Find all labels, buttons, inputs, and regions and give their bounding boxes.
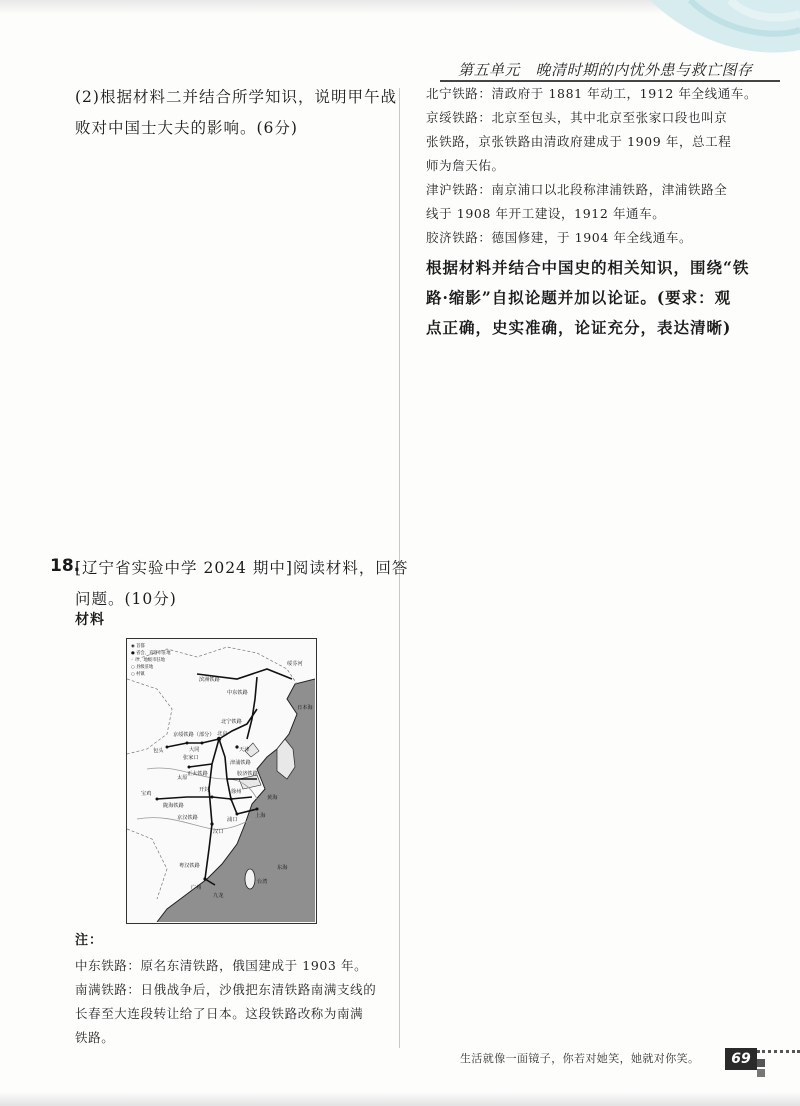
q17-part2-line: (2)根据材料二并结合所学知识，说明甲午战 — [75, 88, 397, 106]
map-label: 北宁铁路 — [221, 719, 242, 725]
note-text — [75, 954, 376, 1050]
railway-line: 师为詹天佑。 — [426, 158, 505, 173]
railway-jingsui — [167, 739, 219, 747]
footer-square — [757, 1059, 765, 1067]
q18-task — [426, 253, 749, 343]
map-label: 开封 — [199, 787, 210, 793]
map-label: 广州 — [191, 885, 202, 891]
material-label: 材料 — [75, 612, 105, 628]
map-label: 浦口 — [227, 817, 238, 823]
q17-part2-line: 败对中国士大夫的影响。(6分) — [75, 119, 298, 137]
map-label: 太原 — [177, 775, 188, 781]
legend-item: ○ 县级驻地 — [131, 665, 154, 670]
railway-descriptions — [426, 82, 757, 250]
railway-line: 京绥铁路：北京至包头，其中北京至张家口段也叫京 — [426, 110, 728, 125]
task-line: 点正确，史实准确，论证充分，表达清晰) — [426, 318, 732, 337]
page-bottom-edge — [0, 1092, 800, 1106]
legend-item: ◦ 市、地级市驻地 — [131, 658, 165, 663]
map-label: 北京 — [217, 731, 228, 737]
railway-line: 胶济铁路：德国修建，于 1904 年全线通车。 — [426, 230, 693, 245]
map-label: 正太铁路 — [187, 771, 208, 777]
q18-stem-line: [辽宁省实验中学 2024 期中]阅读材料，回答 — [75, 559, 409, 577]
map-label: 大同 — [189, 747, 200, 753]
note-label: 注： — [75, 933, 104, 948]
task-line: 路·缩影”自拟论题并加以论证。(要求：观 — [426, 288, 732, 307]
map-label: 徐州 — [231, 789, 242, 795]
map-label: 张家口 — [183, 755, 199, 761]
footer-square — [757, 1069, 765, 1077]
map-label: 滨洲铁路 — [199, 677, 220, 683]
map-label: 九龙 — [213, 893, 224, 899]
railway-line: 线于 1908 年开工建设，1912 年通车。 — [426, 206, 666, 221]
railway-longhai — [157, 797, 252, 799]
map-label: 宝鸡 — [141, 791, 152, 797]
legend-item: ◉ 首都 — [131, 644, 145, 649]
railway-zhengtai — [189, 764, 212, 767]
map-label: 京绥铁路（部分） — [173, 732, 215, 738]
map-label: 台湾 — [257, 879, 268, 885]
q18-stem — [75, 553, 408, 615]
sea-area — [157, 679, 315, 922]
legend-item: ● 省会、直辖市驻地 — [131, 651, 171, 656]
map-label: 京汉铁路 — [177, 815, 198, 821]
map-label: 陇海铁路 — [163, 803, 184, 809]
note-line: 长春至大连段转让给了日本。这段铁路改称为南满 — [75, 1006, 364, 1021]
map-label: 日本海 — [297, 705, 313, 711]
map-label: 粤汉铁路 — [179, 863, 200, 869]
railway-jinghan — [209, 739, 219, 824]
legend-item: ○ 村镇 — [131, 672, 145, 677]
unit-title: 第五单元 晚清时期的内忧外患与救亡图存 — [458, 61, 753, 79]
q18-stem-line: 问题。(10分) — [75, 590, 177, 608]
note-line: 中东铁路：原名东清铁路，俄国建成于 1903 年。 — [75, 958, 368, 973]
footer-dots — [757, 1050, 800, 1054]
q17-part2 — [75, 82, 397, 144]
page-header — [440, 58, 800, 82]
railway-map — [126, 638, 317, 924]
map-label: 黄海 — [267, 795, 278, 801]
map-label: 东海 — [277, 865, 288, 871]
map-label: 绥芬河 — [287, 661, 303, 667]
railway-yuehan — [205, 824, 212, 879]
page-number: 69 — [725, 1048, 757, 1070]
map-label: 津浦铁路 — [230, 760, 251, 766]
map-label: 胶济铁路 — [237, 771, 258, 777]
question-number: 18. — [50, 556, 81, 576]
railway-line: 津沪铁路：南京浦口以北段称津浦铁路，津浦铁路全 — [426, 182, 728, 197]
task-line: 根据材料并结合中国史的相关知识，围绕“铁 — [426, 258, 750, 277]
note-line: 铁路。 — [75, 1030, 115, 1045]
railway-line: 张铁路，京张铁路由清政府建成于 1909 年，总工程 — [426, 134, 732, 149]
map-label: 天津 — [239, 747, 250, 753]
footer-slogan: 生活就像一面镜子，你若对她笑，她就对你笑。 — [460, 1052, 700, 1065]
note-line: 南满铁路：日俄战争后，沙俄把东清铁路南满支线的 — [75, 982, 377, 997]
map-label: 包头 — [153, 748, 164, 754]
map-legend — [131, 642, 171, 677]
map-label: 上海 — [255, 813, 266, 819]
railway-jinpu — [219, 739, 237, 814]
taiwan-island — [245, 869, 255, 889]
map-label: 汉口 — [213, 829, 224, 835]
railway-nanman — [247, 677, 257, 739]
railway-line: 北宁铁路：清政府于 1881 年动工，1912 年全线通车。 — [426, 86, 758, 101]
map-label: 中东铁路 — [227, 690, 248, 696]
